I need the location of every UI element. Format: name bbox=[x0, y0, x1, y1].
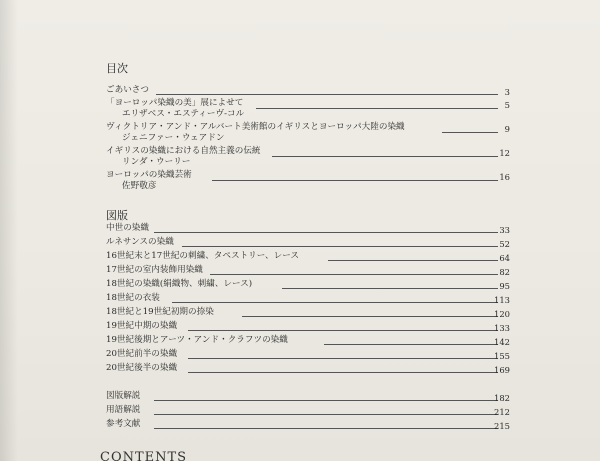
leader-rule bbox=[282, 288, 498, 289]
toc-entry-title: ヴィクトリア・アンド・アルバート美術館のイギリスとヨーロッパ大陸の染織 bbox=[106, 122, 405, 132]
appendix-entry-page: 215 bbox=[494, 421, 510, 431]
toc-entry-title: イギリスの染織における自然主義の伝統 bbox=[106, 146, 261, 156]
appendix-entry bbox=[106, 391, 510, 403]
plate-entry-page: 82 bbox=[499, 267, 510, 277]
toc-entry-author: エリザベス・エスティーヴ-コル bbox=[122, 109, 245, 119]
leader-rule bbox=[154, 414, 498, 415]
toc-entry bbox=[106, 98, 510, 120]
plates-heading: 図版 bbox=[106, 209, 128, 222]
leader-rule bbox=[154, 428, 498, 429]
plate-entry bbox=[106, 363, 510, 375]
plate-entry-title: 20世紀前半の染織 bbox=[106, 349, 178, 359]
leader-rule bbox=[188, 372, 498, 373]
plate-entry-title: 17世紀の室内装飾用染織 bbox=[106, 265, 203, 275]
page-gutter-shadow bbox=[0, 0, 18, 461]
leader-rule bbox=[172, 302, 498, 303]
plate-entry-page: 52 bbox=[499, 239, 510, 249]
appendix-entry bbox=[106, 419, 510, 431]
plate-entry bbox=[106, 265, 510, 277]
leader-rule bbox=[154, 232, 498, 233]
contents-heading: CONTENTS bbox=[100, 450, 188, 461]
leader-rule bbox=[154, 400, 498, 401]
appendix-entry-title: 参考文献 bbox=[106, 419, 141, 429]
toc-entry bbox=[106, 146, 510, 168]
plate-entry-page: 169 bbox=[494, 365, 510, 375]
plate-entry-page: 64 bbox=[499, 253, 510, 263]
toc-entry-page: 5 bbox=[504, 100, 510, 110]
appendix-entry bbox=[106, 405, 510, 417]
toc-entry-author: リンダ・ウーリー bbox=[122, 157, 191, 167]
leader-rule bbox=[212, 180, 498, 181]
plate-entry-page: 120 bbox=[494, 309, 510, 319]
toc-heading: 目次 bbox=[106, 62, 128, 75]
plate-entry-title: 19世紀後期とアーツ・アンド・クラフツの染織 bbox=[106, 335, 288, 345]
plate-entry-title: 18世紀と19世紀初期の捺染 bbox=[106, 307, 214, 317]
plate-entry bbox=[106, 321, 510, 333]
toc-entry-author: 佐野敬彦 bbox=[122, 181, 157, 191]
plate-entry bbox=[106, 293, 510, 305]
leader-rule bbox=[210, 274, 498, 275]
plate-entry-page: 155 bbox=[494, 351, 510, 361]
plate-entry-page: 133 bbox=[494, 323, 510, 333]
leader-rule bbox=[256, 108, 498, 109]
leader-rule bbox=[272, 156, 498, 157]
toc-entry-author: ジェニファー・ウェアドン bbox=[122, 133, 225, 143]
plate-entry bbox=[106, 223, 510, 235]
plate-entry bbox=[106, 237, 510, 249]
plate-entry bbox=[106, 251, 510, 263]
toc-entry-page: 3 bbox=[504, 87, 510, 97]
toc-entry-title: 「ヨーロッパ染織の美」展によせて bbox=[106, 98, 244, 108]
leader-rule bbox=[156, 94, 498, 95]
leader-rule bbox=[242, 316, 498, 317]
leader-rule bbox=[188, 330, 498, 331]
toc-entry-page: 9 bbox=[504, 124, 510, 134]
toc-entry-page: 16 bbox=[499, 172, 510, 182]
leader-rule bbox=[328, 260, 498, 261]
leader-rule bbox=[182, 246, 498, 247]
plate-entry-title: 19世紀中期の染織 bbox=[106, 321, 178, 331]
toc-entry-title: ヨーロッパの染織芸術 bbox=[106, 170, 192, 180]
appendix-entry-title: 用語解説 bbox=[106, 405, 141, 415]
plate-entry-title: 中世の染織 bbox=[106, 223, 149, 233]
appendix-entry-page: 212 bbox=[494, 407, 510, 417]
plate-entry-title: 18世紀の衣装 bbox=[106, 293, 160, 303]
leader-rule bbox=[188, 358, 498, 359]
plate-entry-page: 33 bbox=[499, 225, 510, 235]
plate-entry bbox=[106, 279, 510, 291]
plate-entry bbox=[106, 307, 510, 319]
plate-entry bbox=[106, 349, 510, 361]
toc-entry bbox=[106, 122, 510, 144]
toc-entry-page: 12 bbox=[499, 148, 510, 158]
plate-entry-title: 20世紀後半の染織 bbox=[106, 363, 178, 373]
toc-entry bbox=[106, 170, 510, 192]
toc-entry-title: ごあいさつ bbox=[106, 85, 149, 95]
leader-rule bbox=[324, 344, 498, 345]
plate-entry-page: 95 bbox=[499, 281, 510, 291]
appendix-entry-title: 図版解説 bbox=[106, 391, 141, 401]
plate-entry-title: 16世紀末と17世紀の刺繍、タペストリー、レース bbox=[106, 251, 299, 261]
appendix-entry-page: 182 bbox=[494, 393, 510, 403]
plate-entry bbox=[106, 335, 510, 347]
plate-entry-title: ルネサンスの染織 bbox=[106, 237, 174, 247]
plate-entry-page: 142 bbox=[494, 337, 510, 347]
toc-entry bbox=[106, 85, 510, 97]
plate-entry-page: 113 bbox=[494, 295, 510, 305]
leader-rule bbox=[442, 132, 498, 133]
plate-entry-title: 18世紀の染織(絹織物、刺繍、レース) bbox=[106, 279, 253, 289]
